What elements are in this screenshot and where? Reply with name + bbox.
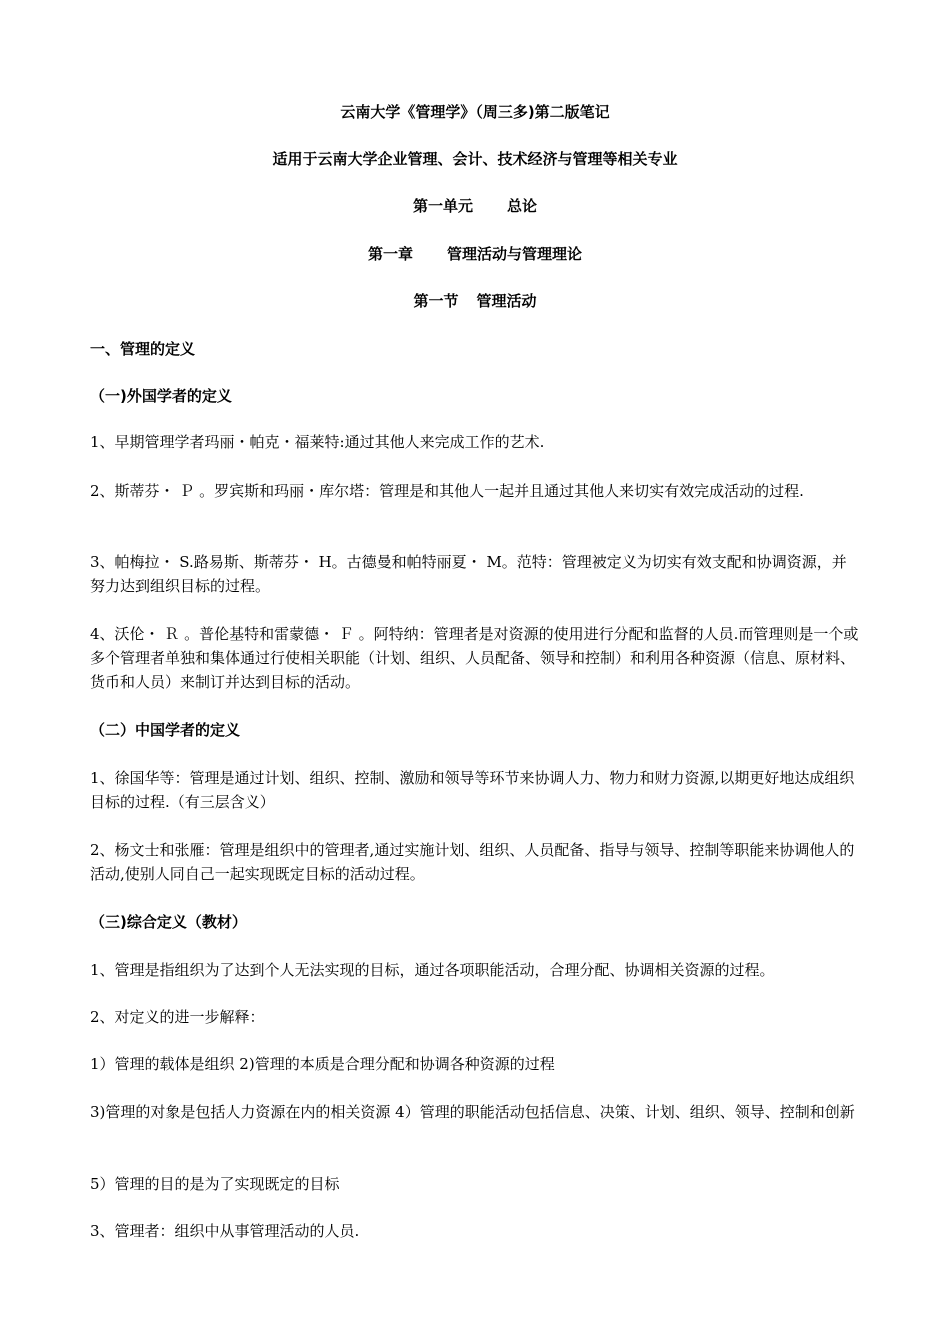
document-title: 云南大学《管理学》（周三多)第二版笔记 [340, 103, 610, 121]
unit-heading [0, 194, 950, 218]
comprehensive-item: 3、管理者：组织中从事管理活动的人员. [90, 1222, 360, 1240]
sub1-heading: （一)外国学者的定义 [90, 387, 232, 405]
comprehensive-item: 1、管理是指组织为了达到个人无法实现的目标，通过各项职能活动，合理分配、协调相关资源的过程。 [90, 961, 775, 979]
section-name: 管理活动 [476, 292, 537, 310]
chapter-heading [0, 242, 950, 266]
part1-heading: 一、管理的定义 [90, 340, 196, 358]
chapter-label: 第一章 [367, 245, 413, 263]
comprehensive-item: 5）管理的目的是为了实现既定的目标 [90, 1175, 340, 1193]
comprehensive-item: 3)管理的对象是包括人力资源在内的相关资源 4）管理的职能活动包括信息、决策、计划、组织、领导、控制和创新 [90, 1103, 855, 1121]
sub2-heading: （二）中国学者的定义 [90, 721, 241, 739]
foreign-definition: 2、斯蒂芬・ Ｐ 。罗宾斯和玛丽・库尔塔：管理是和其他人一起并且通过其他人来切实有效完成活动的过程. [90, 482, 804, 500]
comprehensive-item: 1）管理的载体是组织 2)管理的本质是合理分配和协调各种资源的过程 [90, 1055, 555, 1073]
chinese-definition: 1、徐国华等：管理是通过计划、组织、控制、激励和领导等环节来协调人力、物力和财力资源,以期更好地达成组织目标的过程.（有三层含义） [90, 769, 855, 811]
unit-label: 第一单元 [412, 197, 473, 215]
foreign-definition: 1、早期管理学者玛丽・帕克・福莱特:通过其他人来完成工作的艺术. [90, 433, 545, 451]
comprehensive-item: 2、对定义的进一步解释： [90, 1008, 265, 1026]
chinese-definition: 2、杨文士和张雁：管理是组织中的管理者,通过实施计划、组织、人员配备、指导与领导、控制等职能来协调他人的活动,使别人同自己一起实现既定目标的活动过程。 [90, 841, 855, 883]
foreign-definition: 4、沃伦・ Ｒ 。普伦基特和雷蒙德・ Ｆ 。阿特纳：管理者是对资源的使用进行分配和监督的人员.而管理则是一个或多个管理者单独和集体通过行使相关职能（计划、组织、人员配备、领导和控制）和利用各种资源（信息、原材料、货币和人员）来制订并达到目标的活动。 [90, 625, 859, 691]
chapter-name: 管理活动与管理理论 [447, 245, 583, 263]
foreign-definition: 3、帕梅拉・ S.路易斯、斯蒂芬・ H。古德曼和帕特丽夏・ M。范特：管理被定义为切实有效支配和协调资源，并努力达到组织目标的过程。 [90, 553, 847, 595]
sub3-heading: （三)综合定义（教材） [90, 913, 247, 931]
section-heading [0, 289, 950, 313]
unit-name: 总论 [507, 197, 538, 215]
section-label: 第一节 [413, 292, 459, 310]
document-subtitle: 适用于云南大学企业管理、会计、技术经济与管理等相关专业 [272, 150, 678, 168]
